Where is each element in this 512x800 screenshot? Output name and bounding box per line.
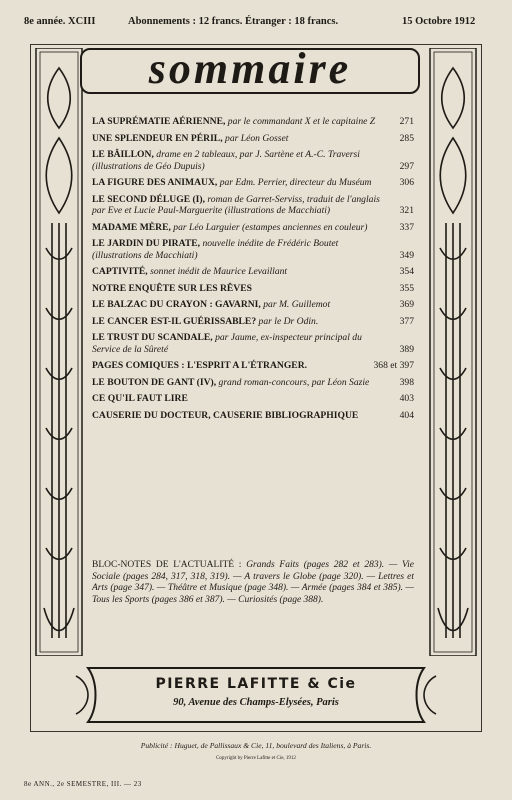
publisher-name: PIERRE LAFITTE & Cie	[155, 676, 357, 692]
toc-entry	[92, 238, 414, 261]
toc-entry-page: 271	[399, 116, 414, 127]
copyright-line: Copyright by Pierre Lafitte et Cie, 1912	[216, 756, 296, 761]
toc-entry-title: UNE SPLENDEUR EN PÉRIL,	[92, 132, 223, 144]
toc-entry-title: MADAME MÈRE,	[92, 221, 171, 233]
toc-entry-title: LE CANCER EST-IL GUÉRISSABLE?	[92, 315, 257, 327]
toc-entry-page: 306	[399, 177, 414, 188]
toc-entry	[92, 377, 414, 389]
toc-entry-title: CE QU'IL FAUT LIRE	[92, 393, 188, 404]
bloc-notes	[92, 560, 414, 606]
toc-entry-details: par le commandant X et le capitaine Z	[227, 116, 376, 127]
left-ornament-column	[34, 48, 84, 656]
toc-entry-page: 403	[399, 393, 414, 404]
table-of-contents	[92, 116, 414, 426]
toc-entry-page: 321	[399, 205, 414, 216]
header-subscriptions: Abonnements : 12 francs. Étranger : 18 francs.	[128, 16, 339, 27]
toc-entry-page: 337	[399, 221, 414, 233]
toc-entry-details: nouvelle inédite de Frédéric Boutet (illustrations de Macchiati)	[92, 238, 339, 261]
toc-entry	[92, 332, 414, 355]
toc-entry-details: drame en 2 tableaux, par J. Sartène et A.-C. Traversi (illustrations de Géo Dupuis)	[92, 149, 360, 172]
toc-entry-details: par Léon Gosset	[225, 132, 289, 144]
toc-entry	[92, 410, 414, 422]
toc-entry-title: LE BÂILLON,	[92, 149, 154, 160]
toc-entry	[92, 116, 414, 128]
toc-entry-details: par Jaume, ex-inspecteur principal du Service de la Sûreté	[92, 332, 362, 355]
toc-entry-title: PAGES COMIQUES : L'ESPRIT A L'ÉTRANGER.	[92, 360, 308, 371]
toc-entry-title: LE TRUST DU SCANDALE,	[92, 332, 213, 343]
toc-entry-title: LE BALZAC DU CRAYON : GAVARNI,	[92, 299, 261, 310]
toc-entry	[92, 177, 414, 189]
toc-entry-details: sonnet inédit de Maurice Levaillant	[150, 266, 288, 277]
page-title: sommaire	[148, 44, 352, 93]
toc-entry-details: grand roman-concours, par Léon Sazie	[218, 376, 370, 388]
toc-entry	[92, 194, 414, 217]
right-ornament-column	[428, 48, 478, 656]
toc-entry-details: par Edm. Perrier, directeur du Muséum	[219, 177, 372, 188]
publisher-cartouche	[74, 662, 438, 728]
toc-entry-page: 349	[399, 249, 414, 261]
toc-entry-details: par M. Guillemot	[263, 299, 331, 310]
toc-entry-page: 354	[399, 266, 414, 277]
bloc-notes-label: BLOC-NOTES DE L'ACTUALITÉ :	[92, 560, 242, 570]
toc-entry-page: 297	[399, 160, 414, 172]
toc-entry-page: 389	[399, 343, 414, 355]
toc-entry-page: 377	[399, 315, 414, 327]
toc-entry-title: LA SUPRÉMATIE AÉRIENNE,	[92, 116, 226, 127]
toc-entry	[92, 266, 414, 278]
toc-entry-details: par Léo Larguier (estampes anciennes en couleur)	[173, 221, 368, 233]
toc-entry-title: LE JARDIN DU PIRATE,	[92, 238, 201, 249]
toc-entry-title: LE BOUTON DE GANT (IV),	[92, 376, 217, 388]
toc-entry	[92, 149, 414, 172]
page-footer: 8e ANN., 2e SEMESTRE, III. — 23	[24, 780, 142, 788]
toc-entry-details: roman de Garret-Serviss, traduit de l'anglais par Eve et Lucie Paul-Marguerite (illustrations de Macchiati)	[92, 193, 380, 216]
toc-entry-title: LE SECOND DÉLUGE (I),	[92, 193, 206, 205]
bloc-notes-text: Grands Faits (pages 282 et 283). — Vie Sociale (pages 284, 317, 318, 319). — A travers le Globe (page 320). — Lettres et Arts (page 347). — Théâtre et Musique (page 348). — Armée (pages 384 et 385). — Tous les Sports (pages 386 et 387). — Curiosités (page 388).	[92, 560, 415, 605]
toc-entry	[92, 360, 414, 372]
toc-entry-title: CAPTIVITÉ,	[92, 266, 148, 277]
toc-entry	[92, 222, 414, 234]
toc-entry	[92, 133, 414, 145]
toc-entry-title: LA FIGURE DES ANIMAUX,	[92, 177, 218, 188]
toc-entry-page: 285	[399, 132, 414, 144]
toc-entry-page: 368 et 397	[373, 360, 414, 371]
advertising-credit: Publicité : Huguet, de Pallissaux & Cie, 11, boulevard des Italiens, à Paris.	[140, 741, 372, 750]
toc-entry-title: CAUSERIE DU DOCTEUR, CAUSERIE BIBLIOGRAPHIQUE	[92, 409, 359, 421]
header-issue: 8e année. XCIII	[24, 16, 96, 27]
header-date: 15 Octobre 1912	[402, 16, 476, 27]
toc-entry-page: 369	[399, 299, 414, 310]
toc-entry-page: 398	[399, 376, 414, 388]
toc-entry	[92, 283, 414, 295]
toc-entry-title: NOTRE ENQUÊTE SUR LES RÊVES	[92, 282, 252, 294]
toc-entry-page: 355	[399, 282, 414, 294]
toc-entry-details: par le Dr Odin.	[258, 315, 319, 327]
toc-entry	[92, 299, 414, 311]
publisher-address: 90, Avenue des Champs-Elysées, Paris	[173, 697, 339, 708]
toc-entry	[92, 316, 414, 328]
toc-entry	[92, 393, 414, 405]
toc-entry-page: 404	[399, 409, 414, 421]
